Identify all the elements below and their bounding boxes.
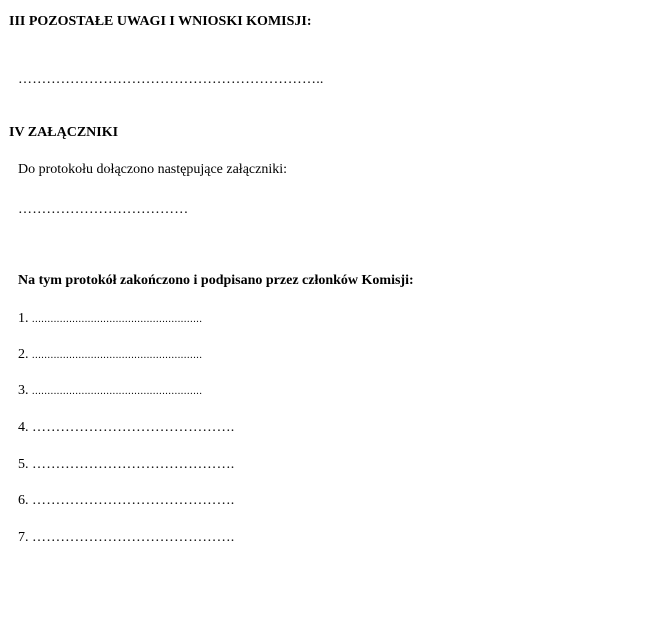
signature-row (18, 420, 235, 436)
signature-dotted-line: ……………………………………. (32, 420, 235, 435)
signature-number: 1. (18, 311, 29, 326)
signature-number: 2. (18, 347, 29, 362)
signature-number: 7. (18, 530, 29, 545)
signature-row (18, 530, 235, 546)
signature-number: 6. (18, 493, 29, 508)
signature-row (18, 493, 235, 509)
section-3-placeholder-line: ……………………………………………………….. (18, 72, 324, 87)
signature-dotted-line: ……………………………………. (32, 493, 235, 508)
closing-statement: Na tym protokół zakończono i podpisano przez członków Komisji: (18, 273, 414, 288)
signature-row (18, 347, 203, 364)
section-3-heading: III POZOSTAŁE UWAGI I WNIOSKI KOMISJI: (9, 14, 312, 29)
signature-number: 3. (18, 383, 29, 398)
signature-dotted-line: ....................................................... (32, 350, 203, 361)
signature-dotted-line: ……………………………………. (32, 530, 235, 545)
section-4-heading: IV ZAŁĄCZNIKI (9, 125, 119, 140)
signature-dotted-line: ....................................................... (32, 314, 203, 325)
signature-row (18, 457, 235, 473)
signature-row (18, 383, 203, 400)
attachments-intro: Do protokołu dołączono następujące załączniki: (18, 162, 288, 177)
attachments-placeholder-line: ……………………………… (18, 202, 189, 217)
signature-number: 4. (18, 420, 29, 435)
signature-dotted-line: ....................................................... (32, 386, 203, 397)
signature-number: 5. (18, 457, 29, 472)
signature-dotted-line: ……………………………………. (32, 457, 235, 472)
signature-row (18, 311, 203, 328)
